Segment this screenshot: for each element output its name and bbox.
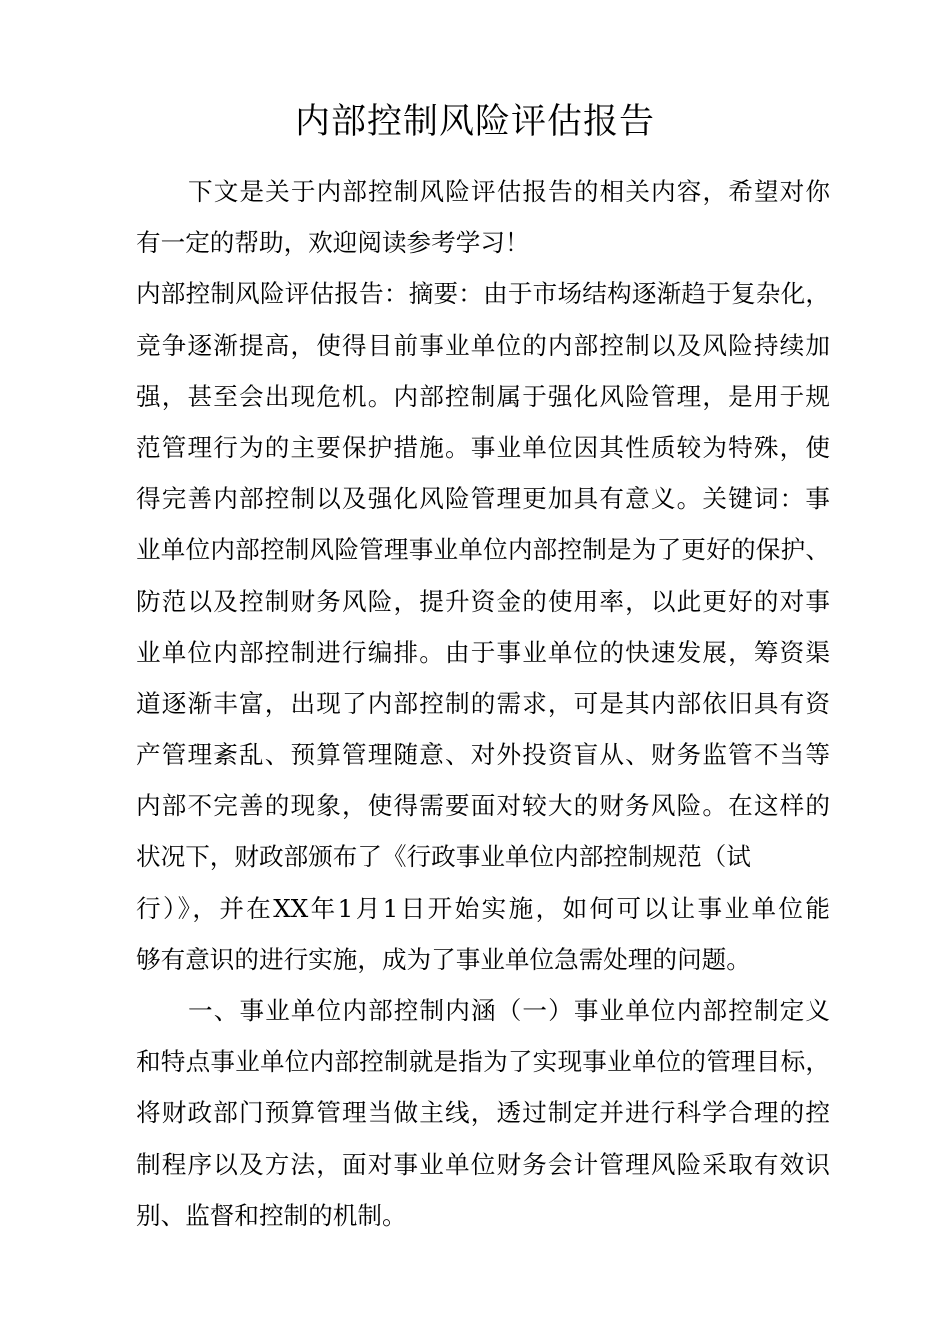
text-line: 别、监督和控制的机制。 bbox=[136, 1200, 407, 1230]
text-line: 产管理紊乱、预算管理随意、对外投资盲从、财务监管不当等 bbox=[136, 740, 830, 770]
text-line: 状况下，财政部颁布了《行政事业单位内部控制规范（试 bbox=[136, 842, 751, 872]
text-line: 下文是关于内部控制风险评估报告的相关内容，希望对你 bbox=[188, 177, 830, 206]
document-body bbox=[136, 166, 830, 1241]
text-line: 防范以及控制财务风险，提升资金的使用率，以此更好的对事 bbox=[136, 586, 830, 616]
text-line: 内部控制风险评估报告：摘要：由于市场结构逐渐趋于复杂化， bbox=[136, 279, 830, 309]
text-line: 内部不完善的现象，使得需要面对较大的财务风险。在这样的 bbox=[136, 791, 830, 821]
text-line: 业单位内部控制风险管理事业单位内部控制是为了更好的保护、 bbox=[136, 535, 830, 565]
text-line: 道逐渐丰富，出现了内部控制的需求，可是其内部依旧具有资 bbox=[136, 688, 830, 718]
document-title: 内部控制风险评估报告 bbox=[294, 102, 655, 142]
text-line: 一、事业单位内部控制内涵（一）事业单位内部控制定义 bbox=[188, 996, 830, 1025]
text-line: 制程序以及方法，面对事业单位财务会计管理风险采取有效识 bbox=[136, 1149, 830, 1179]
text-line: 够有意识的进行实施，成为了事业单位急需处理的问题。 bbox=[136, 944, 751, 974]
text-line: 和特点事业单位内部控制就是指为了实现事业单位的管理目标， bbox=[136, 1047, 830, 1077]
text-line: 竞争逐渐提高，使得目前事业单位的内部控制以及风险持续加 bbox=[136, 330, 830, 360]
text-line: 业单位内部控制进行编排。由于事业单位的快速发展，筹资渠 bbox=[136, 637, 830, 667]
text-line: 行）》，并在XX年1月1日开始实施，如何可以让事业单位能 bbox=[136, 893, 830, 923]
text-line: 有一定的帮助，欢迎阅读参考学习！ bbox=[136, 228, 530, 258]
text-line: 范管理行为的主要保护措施。事业单位因其性质较为特殊，使 bbox=[136, 432, 830, 462]
text-line: 得完善内部控制以及强化风险管理更加具有意义。关键词：事 bbox=[136, 484, 830, 514]
text-line: 将财政部门预算管理当做主线，透过制定并进行科学合理的控 bbox=[136, 1098, 830, 1128]
text-line: 强，甚至会出现危机。内部控制属于强化风险管理，是用于规 bbox=[136, 381, 830, 411]
